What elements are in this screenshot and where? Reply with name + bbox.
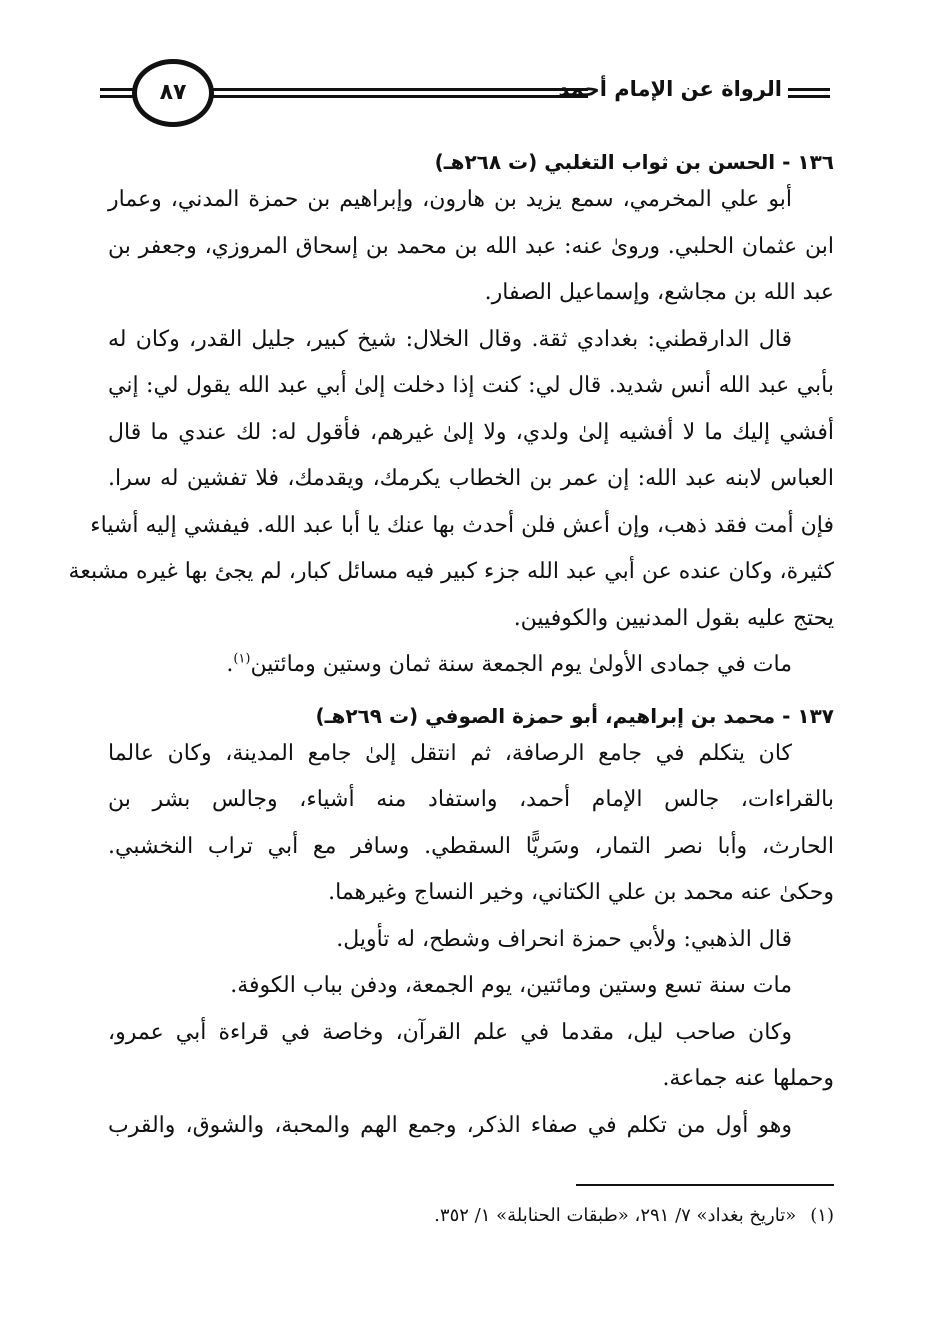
footnote-separator (576, 1184, 834, 1186)
text-line: مات سنة تسع وستين ومائتين، يوم الجمعة، ودفن بباب الكوفة. (230, 973, 792, 998)
page-number-ring (132, 59, 214, 127)
footnote-number: (١) (810, 1205, 834, 1226)
header-rule-left (100, 88, 136, 98)
footnote-marker[interactable]: (١) (233, 651, 251, 667)
text-line: وهو أول من تكلم في صفاء الذكر، وجمع الهم والمحبة، والشوق، والقرب (108, 1112, 792, 1138)
text-line: الحارث، وأبا نصر التمار، وسَريًّا السقطي. وسافر مع أبي تراب النخشبي. (108, 833, 834, 859)
entry-title: ١٣٧ - محمد بن إبراهيم، أبو حمزة الصوفي (ت ٢٦٩هـ) (315, 703, 834, 728)
entry-137 (108, 701, 834, 1158)
text-line: عبد الله بن مجاشع، وإسماعيل الصفار. (484, 280, 834, 305)
text-line: بأبي عبد الله أنس شديد. قال لي: كنت إذا دخلت إلىٰ أبي عبد الله يقول لي: إني (108, 373, 834, 398)
text-line: وحكىٰ عنه محمد بن علي الكتاني، وخير النساج وغيرهما. (328, 880, 834, 905)
entry-title: ١٣٦ - الحسن بن ثواب التغلبي (ت ٢٦٨هـ) (434, 150, 834, 174)
text-line: كان يتكلم في جامع الرصافة، ثم انتقل إلىٰ جامع المدينة، وكان عالما (108, 740, 792, 766)
entry-136 (68, 147, 834, 697)
text-line-with-footnote: مات في جمادى الأولىٰ يوم الجمعة سنة ثمان وستين ومائتين$^{(١)}$. (226, 651, 792, 677)
page-number: ٨٧ (159, 80, 187, 105)
text-line: يحتج عليه بقول المدنيين والكوفيين. (513, 605, 834, 631)
text-line: قال الذهبي: ولأبي حمزة انحراف وشطح، له تأويل. (336, 926, 792, 952)
text-line: بالقراءات، جالس الإمام أحمد، واستفاد منه أشياء، وجالس بشر بن (108, 787, 834, 812)
text-line: ابن عثمان الحلبي. وروىٰ عنه: عبد الله بن محمد بن إسحاق المروزي، وجعفر بن (108, 233, 834, 259)
text-line: قال الدارقطني: بغدادي ثقة. وقال الخلال: شيخ كبير، جليل القدر، وكان له (108, 326, 792, 352)
text-line: العباس لابنه عبد الله: إن عمر بن الخطاب يكرمك، ويقدمك، فلا تفشين له سرا. (108, 466, 834, 491)
footnote (434, 1203, 834, 1229)
page-header (100, 55, 830, 135)
footnote-text: «تاريخ بغداد» ٧/ ٢٩١، «طبقات الحنابلة» ١/ ٣٥٢. (434, 1205, 797, 1226)
running-title: الرواة عن الإمام أحمد (558, 77, 782, 101)
text-line: مات في جمادى الأولىٰ يوم الجمعة سنة ثمان وستين ومائتين (250, 652, 792, 677)
header-rule-right (788, 88, 830, 98)
text-line: وكان صاحب ليل، مقدما في علم القرآن، وخاصة في قراءة أبي عمرو، (108, 1019, 792, 1045)
text-line: أفشي إليك ما لا أفشيه إلىٰ ولدي، ولا إلىٰ غيرهم، فأقول له: لك عندي ما قال (108, 419, 834, 445)
text-line: فإن أمت فقد ذهب، وإن أعش فلن أحدث بها عنك يا أبا عبد الله. فيفشي إليه أشياء (90, 512, 834, 538)
header-rule-middle (212, 88, 588, 98)
text-line: أبو علي المخرمي، سمع يزيد بن هارون، وإبراهيم بن حمزة المدني، وعمار (108, 187, 792, 212)
text-line: كثيرة، وكان عنده عن أبي عبد الله جزء كبير فيه مسائل كبار، لم يجئ بها غيره مشبعة (68, 559, 834, 584)
text-line: وحملها عنه جماعة. (662, 1066, 834, 1091)
main-text (68, 147, 834, 1157)
